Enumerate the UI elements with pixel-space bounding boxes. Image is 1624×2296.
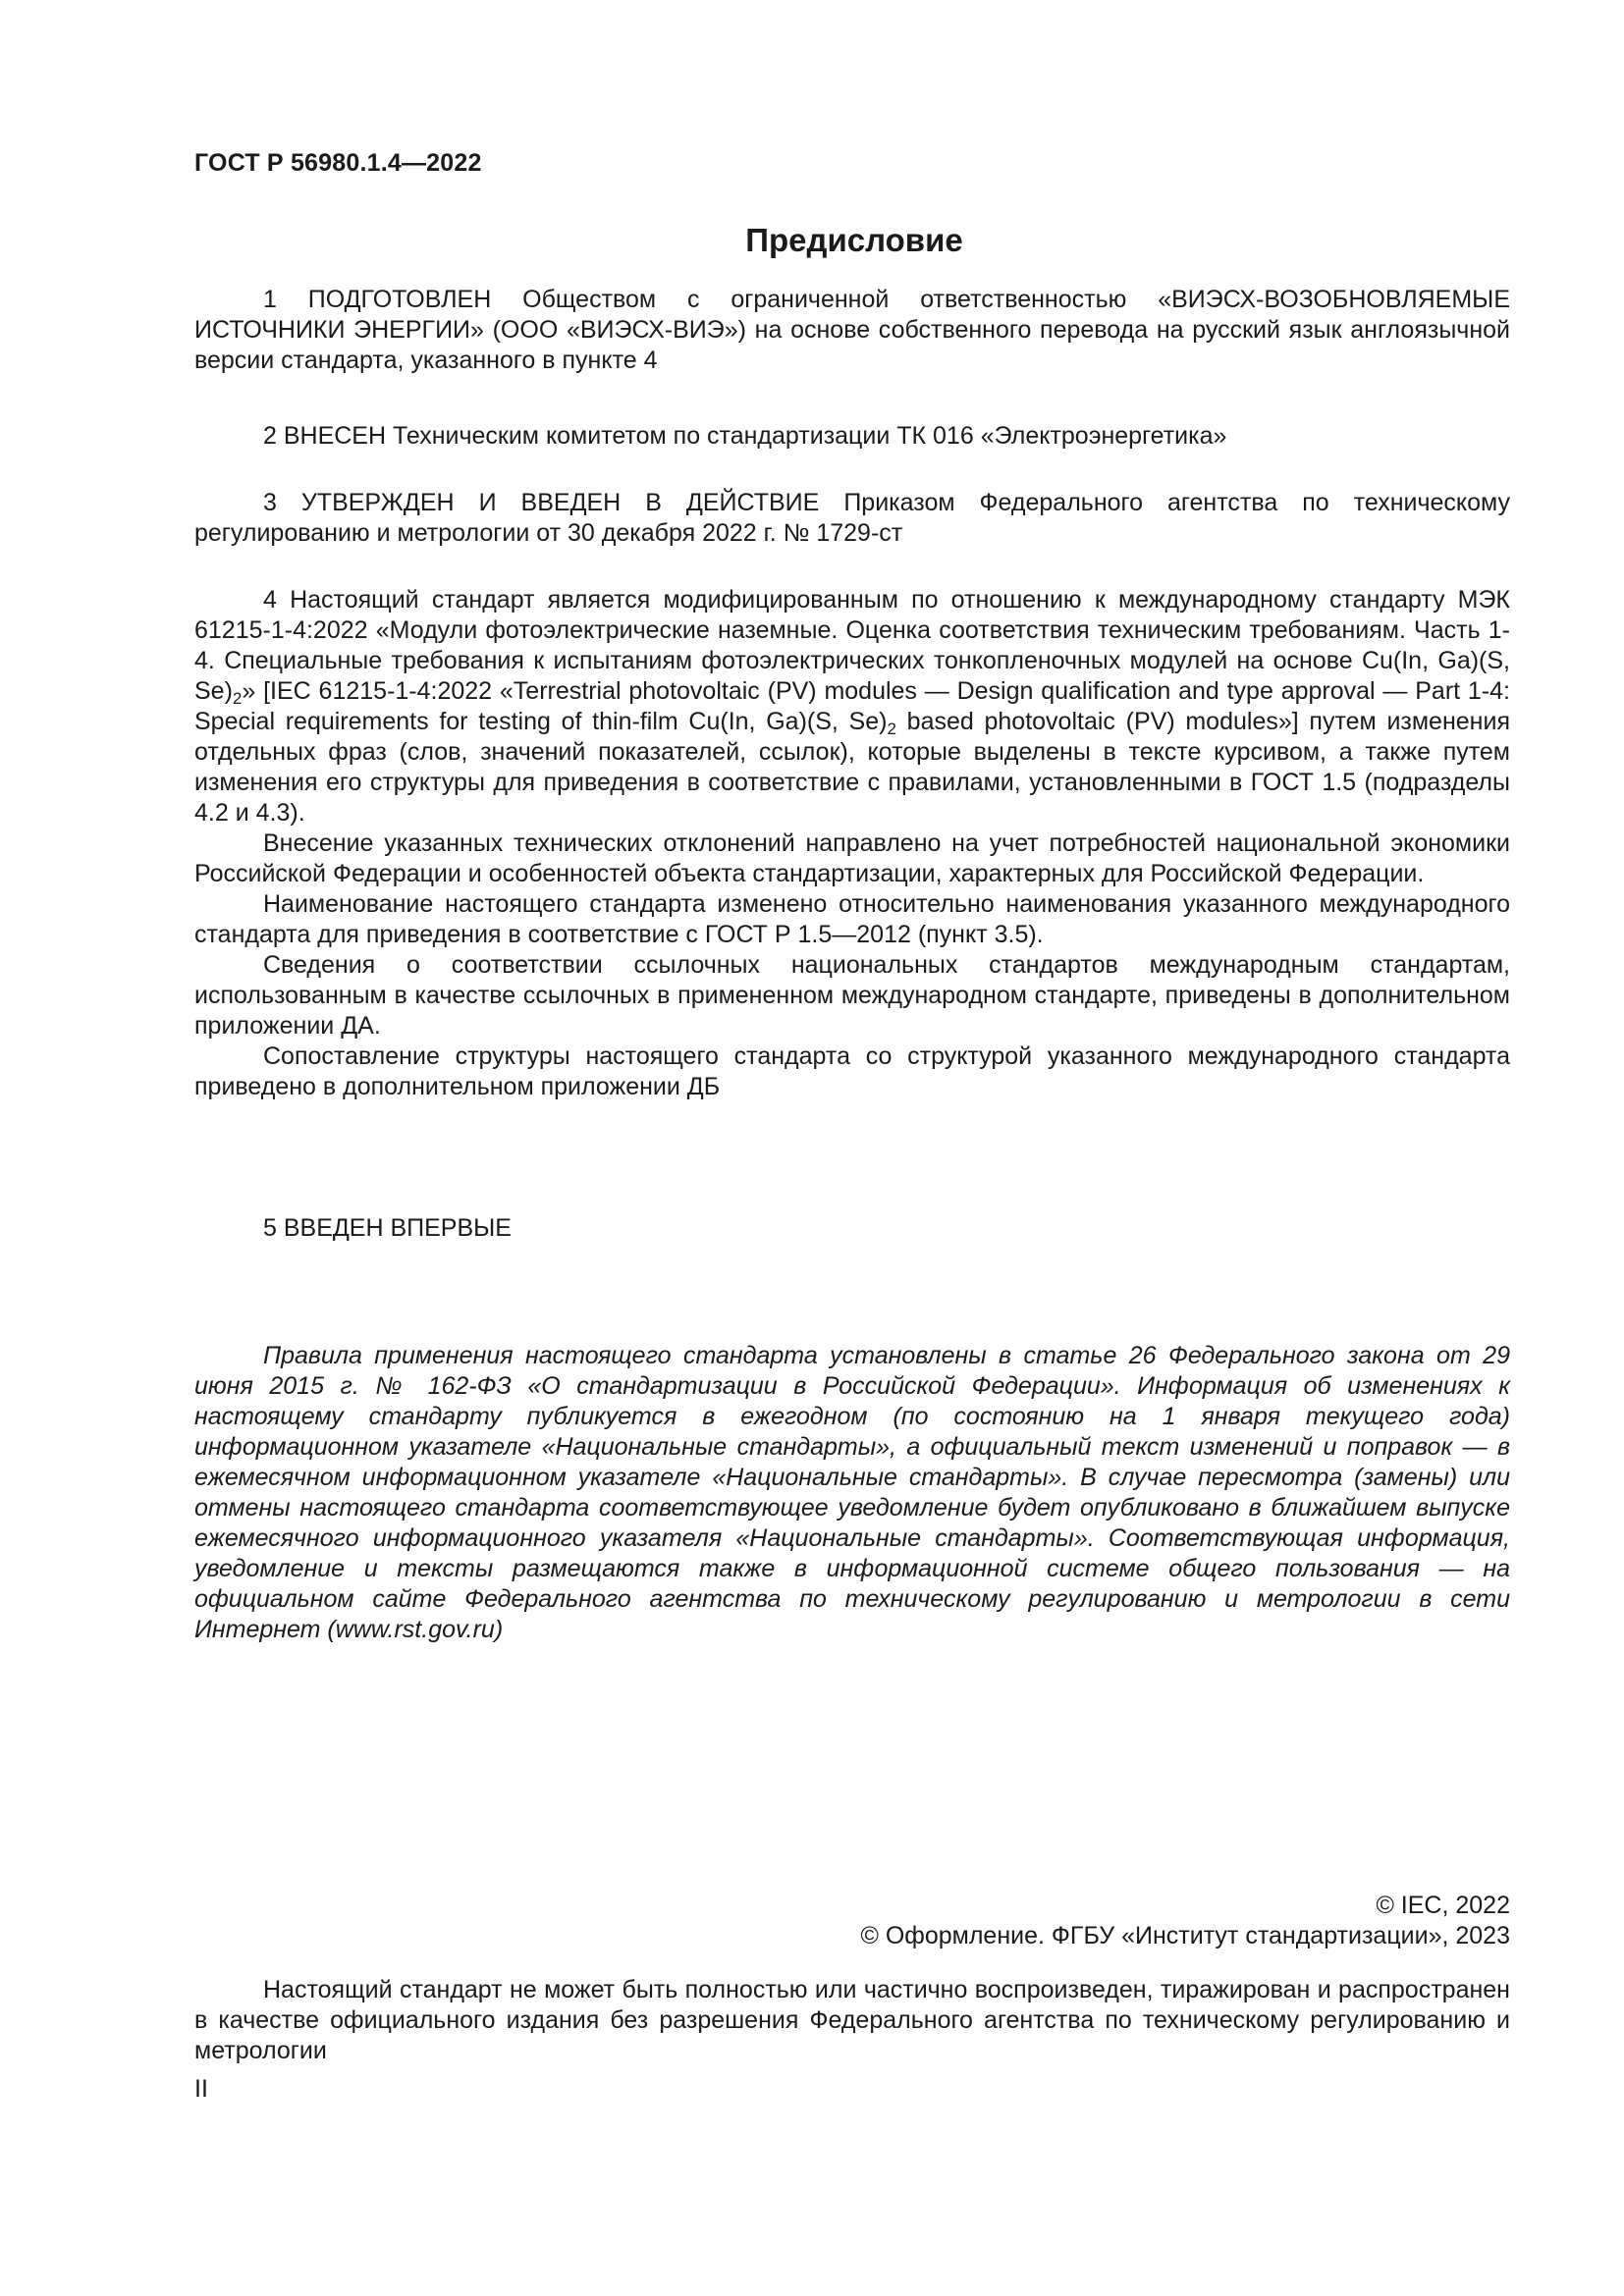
foreword-item-1-text: 1 ПОДГОТОВЛЕН Обществом с ограниченной ответственностью «ВИЭСХ-ВОЗОБНОВЛЯЕМЫЕ ИСТОЧНИКИ ЭНЕРГИИ» (ООО «ВИЭСХ-ВИЭ») на основе собственного перевода на русский язык англоязычной версии стандарта, указанного в пункте 4	[194, 286, 1510, 374]
copyright-iec: © IEC, 2022	[1376, 1892, 1510, 1919]
document-code-header: ГОСТ Р 56980.1.4—2022	[194, 149, 482, 177]
page-number: II	[194, 2075, 208, 2103]
foreword-item-4-para-4: Сведения о соответствии ссылочных национальных стандартов международным стандартам, использованным в качестве ссылочных в примененном международном стандарте, приведены в дополнительном приложении ДА.	[194, 951, 1510, 1040]
section-title-foreword: Предисловие	[745, 222, 963, 258]
foreword-item-3	[194, 488, 1510, 549]
item-4-text-part-3: based photovoltaic (PV) modules»] путем изменения отдельных фраз (слов, значений показателей, ссылок), которые выделены в тексте курсивом, а также путем изменения его структуры для приведения в соответствие с правилами, установленными в ГОСТ 1.5 (подразделы 4.2 и 4.3).	[194, 708, 1510, 827]
foreword-item-4-para-5: Сопоставление структуры настоящего стандарта со структурой указанного международного стандарта приведено в дополнительном приложении ДБ	[194, 1042, 1510, 1100]
foreword-item-5	[194, 1213, 1510, 1244]
item-4-text-part-2: » [IEC 61215-1-4:2022 «Terrestrial photovoltaic (PV) modules — Design qualification and type approval — Part 1-4: Special requirements for testing of thin-film Cu(In, Ga)(S, Se)	[194, 677, 1510, 735]
copyright-design: © Оформление. ФГБУ «Институт стандартизации», 2023	[860, 1922, 1510, 1949]
foreword-item-5-text: 5 ВВЕДЕН ВПЕРВЫЕ	[263, 1214, 512, 1242]
foreword-item-4-para-3: Наименование настоящего стандарта изменено относительно наименования указанного международного стандарта для приведения в соответствие с ГОСТ Р 1.5—2012 (пункт 3.5).	[194, 890, 1510, 948]
foreword-item-2-text: 2 ВНЕСЕН Техническим комитетом по стандартизации ТК 016 «Электроэнергетика»	[263, 422, 1227, 450]
foreword-item-4-para-1	[194, 585, 1510, 828]
subscript-2: 2	[232, 689, 243, 708]
foreword-item-4-para-2: Внесение указанных технических отклонений направлено на учет потребностей национальной экономики Российской Федерации и особенностей объекта стандартизации, характерных для Российской Федерации.	[194, 829, 1510, 887]
standard-rules-note: Правила применения настоящего стандарта установлены в статье 26 Федерального закона от 29 июня 2015 г. № 162-ФЗ «О стандартизации в Российской Федерации». Информация об изменениях к настоящему стандарту публикуется в ежегодном (по состоянию на 1 января текущего года) информационном указателе «Национальные стандарты», а официальный текст изменений и поправок — в ежемесячном информационном указателе «Национальные стандарты». В случае пересмотра (замены) или отмены настоящего стандарта соответствующее уведомление будет опубликовано в ближайшем выпуске ежемесячного информационного указателя «Национальные стандарты». Соответствующая информация, уведомление и тексты размещаются также в информационной системе общего пользования — на официальном сайте Федерального агентства по техническому регулированию и метрологии в сети Интернет (www.rst.gov.ru)	[194, 1342, 1510, 1643]
subscript-2: 2	[887, 720, 896, 738]
foreword-item-4	[194, 585, 1510, 1102]
reproduction-notice: Настоящий стандарт не может быть полностью или частично воспроизведен, тиражирован и распространен в качестве официального издания без разрешения Федерального агентства по техническому регулированию и метрологии	[194, 1976, 1510, 2064]
item-4-text-part-1: 4 Настоящий стандарт является модифицированным по отношению к международному стандарту МЭК 61215-1-4:2022 «Модули фотоэлектрические наземные. Оценка соответствия техническим требованиям. Часть 1-4. Специальные требования к испытаниям фотоэлектрических тонкопленочных модулей на основе Cu(In, Ga)(S, Se)	[194, 586, 1510, 705]
foreword-item-2	[194, 421, 1510, 452]
foreword-item-3-text: 3 УТВЕРЖДЕН И ВВЕДЕН В ДЕЙСТВИЕ Приказом Федерального агентства по техническому регулированию и метрологии от 30 декабря 2022 г. № 1729-ст	[194, 489, 1510, 547]
foreword-item-1	[194, 285, 1510, 376]
